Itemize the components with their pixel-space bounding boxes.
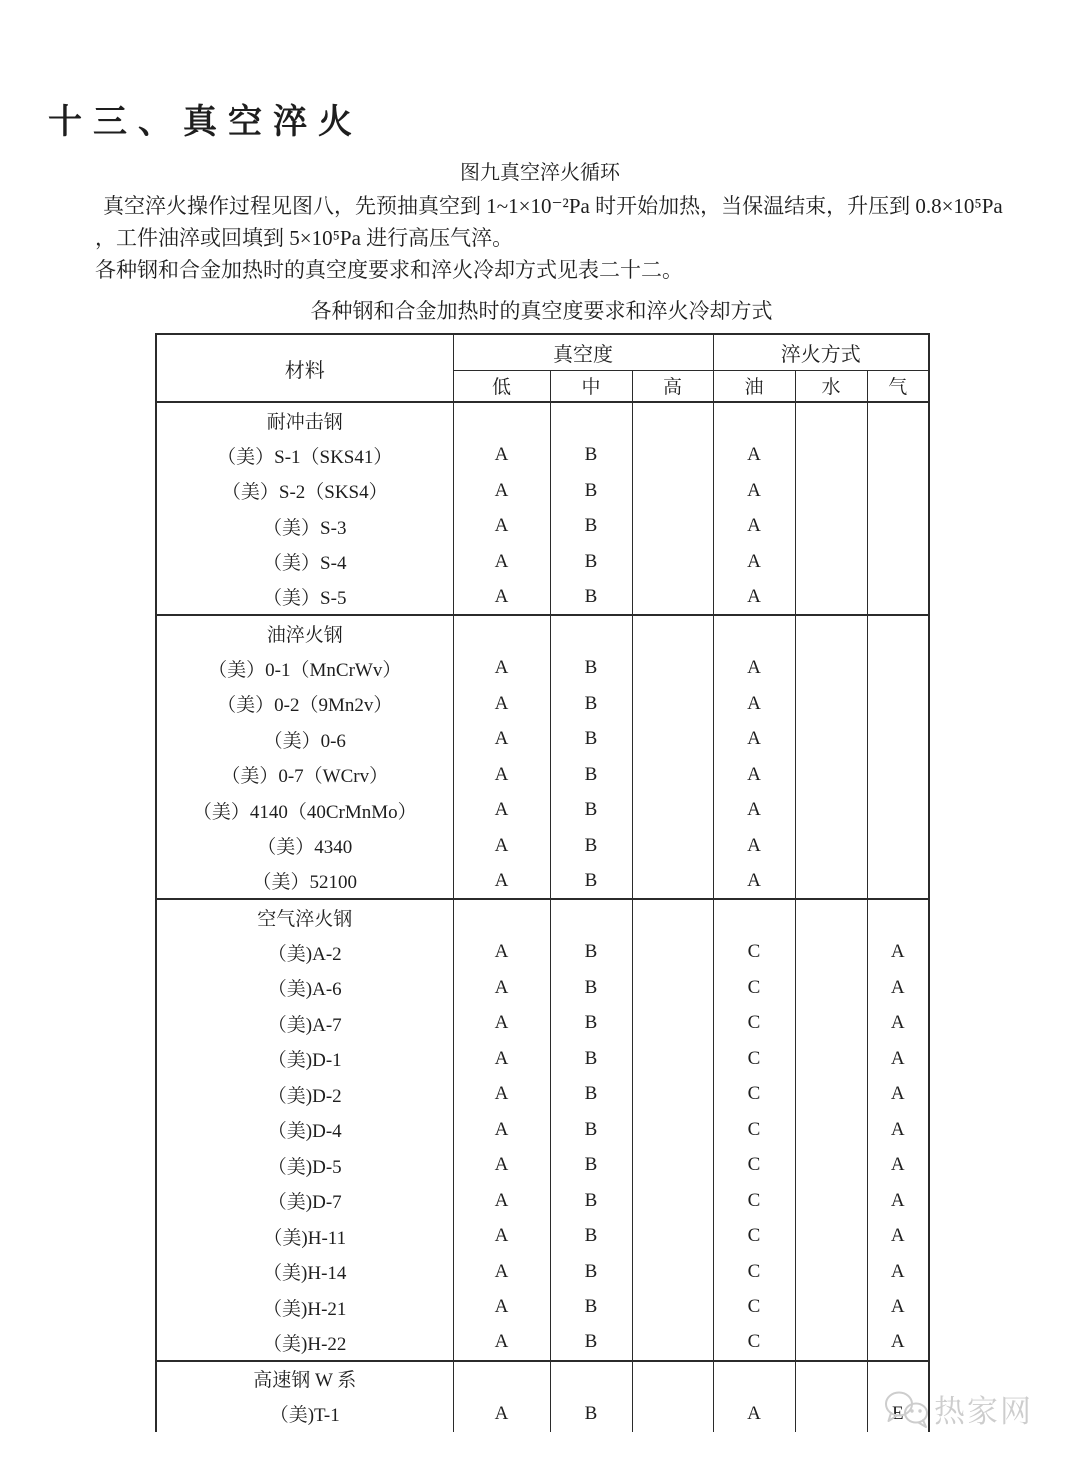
empty-cell: [795, 615, 867, 651]
table-row: [156, 722, 929, 758]
empty-cell: [713, 402, 795, 438]
empty-cell: [632, 686, 713, 722]
empty-cell: [632, 1112, 713, 1148]
table-row: [156, 935, 929, 971]
value-cell: A: [867, 1112, 929, 1148]
value-cell: A: [453, 1219, 550, 1255]
value-cell: C: [713, 1148, 795, 1184]
value-cell: A: [713, 1396, 795, 1432]
empty-cell: [550, 899, 632, 935]
material-cell: （美)H-11: [156, 1219, 453, 1255]
empty-cell: [632, 438, 713, 474]
value-cell: A: [867, 1290, 929, 1326]
value-cell: A: [713, 509, 795, 545]
value-cell: B: [550, 473, 632, 509]
table-row: [156, 1006, 929, 1042]
material-cell: （美)H-22: [156, 1325, 453, 1361]
empty-cell: [795, 1006, 867, 1042]
empty-cell: [867, 509, 929, 545]
watermark-text: 热家网: [934, 1394, 1033, 1429]
empty-cell: [795, 438, 867, 474]
empty-cell: [795, 402, 867, 438]
value-cell: B: [550, 686, 632, 722]
empty-cell: [632, 1041, 713, 1077]
value-cell: C: [713, 1112, 795, 1148]
empty-cell: [713, 1361, 795, 1397]
table-title: 各种钢和合金加热时的真空度要求和淬火冷却方式: [310, 299, 773, 323]
value-cell: A: [713, 544, 795, 580]
material-cell: （美）S-4: [156, 544, 453, 580]
empty-cell: [632, 1219, 713, 1255]
subheader-gas: 气: [867, 370, 929, 402]
value-cell: A: [713, 580, 795, 616]
value-cell: A: [453, 686, 550, 722]
table-row: [156, 757, 929, 793]
value-cell: A: [453, 544, 550, 580]
empty-cell: [795, 1361, 867, 1397]
empty-cell: [632, 1006, 713, 1042]
table-row: [156, 438, 929, 474]
empty-cell: [453, 615, 550, 651]
table-row: [156, 580, 929, 616]
material-column-header: 材料: [156, 334, 453, 402]
value-cell: C: [713, 1006, 795, 1042]
empty-cell: [453, 899, 550, 935]
empty-cell: [867, 438, 929, 474]
material-cell: （美)D-7: [156, 1183, 453, 1219]
material-cell: （美）0-1（MnCrWv）: [156, 651, 453, 687]
empty-cell: [795, 722, 867, 758]
empty-cell: [632, 1183, 713, 1219]
value-cell: A: [453, 970, 550, 1006]
empty-cell: [795, 828, 867, 864]
material-cell: （美）0-6: [156, 722, 453, 758]
value-cell: A: [453, 651, 550, 687]
value-cell: A: [453, 1183, 550, 1219]
table-row: [156, 1183, 929, 1219]
value-cell: B: [550, 1183, 632, 1219]
section-name-cell: 高速钢 W 系: [156, 1361, 453, 1397]
empty-cell: [632, 1148, 713, 1184]
value-cell: B: [550, 1325, 632, 1361]
material-cell: （美)D-4: [156, 1112, 453, 1148]
empty-cell: [632, 1396, 713, 1432]
value-cell: A: [867, 1325, 929, 1361]
value-cell: B: [550, 1148, 632, 1184]
empty-cell: [632, 509, 713, 545]
value-cell: A: [453, 473, 550, 509]
empty-cell: [632, 580, 713, 616]
value-cell: A: [713, 864, 795, 900]
value-cell: B: [550, 1396, 632, 1432]
empty-cell: [632, 935, 713, 971]
value-cell: A: [453, 757, 550, 793]
table-row: [156, 828, 929, 864]
value-cell: C: [713, 1254, 795, 1290]
table-row: [156, 864, 929, 900]
empty-cell: [632, 1361, 713, 1397]
value-cell: B: [550, 722, 632, 758]
empty-cell: [632, 970, 713, 1006]
material-cell: （美)D-5: [156, 1148, 453, 1184]
value-cell: B: [550, 970, 632, 1006]
material-cell: （美)H-14: [156, 1254, 453, 1290]
table-row: [156, 1290, 929, 1326]
empty-cell: [867, 651, 929, 687]
value-cell: B: [550, 757, 632, 793]
value-cell: B: [550, 1041, 632, 1077]
value-cell: C: [713, 935, 795, 971]
value-cell: A: [453, 1396, 550, 1432]
table-row: [156, 1112, 929, 1148]
empty-cell: [795, 1254, 867, 1290]
subheader-water: 水: [795, 370, 867, 402]
empty-cell: [632, 757, 713, 793]
empty-cell: [453, 1361, 550, 1397]
value-cell: A: [713, 722, 795, 758]
empty-cell: [867, 615, 929, 651]
value-cell: C: [713, 1183, 795, 1219]
value-cell: C: [713, 1077, 795, 1113]
empty-cell: [795, 1396, 867, 1432]
material-cell: （美)T-1: [156, 1396, 453, 1432]
section-name-cell: 空气淬火钢: [156, 899, 453, 935]
subheader-low: 低: [453, 370, 550, 402]
value-cell: B: [550, 651, 632, 687]
section-header-row: [156, 899, 929, 935]
table-row: [156, 1254, 929, 1290]
value-cell: B: [550, 1006, 632, 1042]
value-cell: A: [867, 1219, 929, 1255]
value-cell: C: [713, 1290, 795, 1326]
table-row: [156, 651, 929, 687]
material-cell: （美)A-2: [156, 935, 453, 971]
value-cell: A: [867, 1254, 929, 1290]
value-cell: C: [713, 1219, 795, 1255]
empty-cell: [795, 580, 867, 616]
empty-cell: [632, 402, 713, 438]
value-cell: A: [867, 935, 929, 971]
material-cell: （美）S-5: [156, 580, 453, 616]
value-cell: A: [713, 828, 795, 864]
empty-cell: [795, 651, 867, 687]
empty-cell: [795, 1325, 867, 1361]
empty-cell: [632, 473, 713, 509]
empty-cell: [867, 757, 929, 793]
section-name-cell: 耐冲击钢: [156, 402, 453, 438]
empty-cell: [867, 828, 929, 864]
value-cell: B: [550, 864, 632, 900]
value-cell: A: [713, 686, 795, 722]
paragraph-line-1: 真空淬火操作过程见图八，先预抽真空到 1~1×10⁻²Pa 时开始加热，当保温结束，升压到 0.8×10⁵Pa: [103, 194, 1003, 218]
value-cell: A: [453, 580, 550, 616]
material-cell: （美)A-6: [156, 970, 453, 1006]
value-cell: A: [713, 473, 795, 509]
value-cell: B: [550, 793, 632, 829]
wechat-icon: [884, 1388, 930, 1430]
value-cell: C: [713, 970, 795, 1006]
empty-cell: [795, 1077, 867, 1113]
value-cell: A: [453, 1290, 550, 1326]
section-header-row: [156, 402, 929, 438]
table-row: [156, 1041, 929, 1077]
empty-cell: [867, 544, 929, 580]
empty-cell: [632, 1325, 713, 1361]
table-row: [156, 793, 929, 829]
material-cell: （美)D-1: [156, 1041, 453, 1077]
empty-cell: [632, 899, 713, 935]
empty-cell: [867, 402, 929, 438]
vacuum-degree-header: 真空度: [453, 334, 713, 370]
table-row: [156, 473, 929, 509]
value-cell: B: [550, 438, 632, 474]
value-cell: B: [550, 1290, 632, 1326]
subheader-medium: 中: [550, 370, 632, 402]
table-row: [156, 544, 929, 580]
value-cell: A: [867, 970, 929, 1006]
empty-cell: [632, 1290, 713, 1326]
empty-cell: [867, 899, 929, 935]
value-cell: B: [550, 1112, 632, 1148]
value-cell: A: [453, 509, 550, 545]
table-row: [156, 1219, 929, 1255]
section-header-row: [156, 1361, 929, 1397]
empty-cell: [795, 1183, 867, 1219]
value-cell: A: [867, 1183, 929, 1219]
value-cell: A: [713, 651, 795, 687]
material-cell: （美）52100: [156, 864, 453, 900]
value-cell: A: [867, 1041, 929, 1077]
paragraph-line-3: 各种钢和合金加热时的真空度要求和淬火冷却方式见表二十二。: [95, 258, 683, 282]
material-cell: （美）4140（40CrMnMo）: [156, 793, 453, 829]
figure-caption: 图九真空淬火循环: [460, 162, 620, 184]
value-cell: A: [713, 793, 795, 829]
empty-cell: [795, 1219, 867, 1255]
empty-cell: [795, 1290, 867, 1326]
vacuum-quench-table: [155, 333, 930, 1432]
value-cell: A: [867, 1148, 929, 1184]
empty-cell: [795, 473, 867, 509]
value-cell: B: [550, 544, 632, 580]
table-row: [156, 1148, 929, 1184]
value-cell: A: [453, 1254, 550, 1290]
value-cell: A: [453, 793, 550, 829]
empty-cell: [550, 615, 632, 651]
empty-cell: [867, 686, 929, 722]
subheader-high: 高: [632, 370, 713, 402]
empty-cell: [795, 1041, 867, 1077]
material-cell: （美）S-3: [156, 509, 453, 545]
empty-cell: [867, 473, 929, 509]
material-cell: （美）0-7（WCrv）: [156, 757, 453, 793]
empty-cell: [632, 864, 713, 900]
empty-cell: [632, 828, 713, 864]
section-header-row: [156, 615, 929, 651]
watermark: [884, 1386, 1033, 1431]
empty-cell: [453, 402, 550, 438]
empty-cell: [632, 544, 713, 580]
value-cell: A: [453, 935, 550, 971]
value-cell: C: [713, 1041, 795, 1077]
material-cell: （美)A-7: [156, 1006, 453, 1042]
empty-cell: [867, 864, 929, 900]
value-cell: A: [453, 1077, 550, 1113]
value-cell: A: [453, 1112, 550, 1148]
page-title: 十三、真空淬火: [48, 104, 363, 141]
value-cell: A: [453, 1006, 550, 1042]
material-cell: （美）4340: [156, 828, 453, 864]
value-cell: A: [453, 1041, 550, 1077]
table-row: [156, 1077, 929, 1113]
empty-cell: [795, 686, 867, 722]
table-row: [156, 1396, 929, 1432]
value-cell: B: [550, 580, 632, 616]
value-cell: B: [550, 828, 632, 864]
material-cell: （美)H-21: [156, 1290, 453, 1326]
value-cell: A: [453, 864, 550, 900]
value-cell: A: [453, 722, 550, 758]
section-name-cell: 油淬火钢: [156, 615, 453, 651]
empty-cell: [867, 793, 929, 829]
empty-cell: [795, 544, 867, 580]
empty-cell: [632, 651, 713, 687]
empty-cell: [632, 1254, 713, 1290]
value-cell: A: [713, 757, 795, 793]
empty-cell: [795, 1148, 867, 1184]
empty-cell: [867, 722, 929, 758]
value-cell: A: [867, 1077, 929, 1113]
value-cell: B: [550, 509, 632, 545]
empty-cell: [795, 899, 867, 935]
empty-cell: [632, 1077, 713, 1113]
table-row: [156, 686, 929, 722]
value-cell: A: [453, 828, 550, 864]
value-cell: B: [550, 935, 632, 971]
value-cell: A: [713, 438, 795, 474]
material-cell: （美)D-2: [156, 1077, 453, 1113]
material-cell: （美）S-1（SKS41）: [156, 438, 453, 474]
value-cell: C: [713, 1325, 795, 1361]
value-cell: B: [550, 1254, 632, 1290]
empty-cell: [550, 1361, 632, 1397]
empty-cell: [795, 509, 867, 545]
table-row: [156, 1325, 929, 1361]
paragraph-line-2: ，工件油淬或回填到 5×10⁵Pa 进行高压气淬。: [95, 226, 514, 250]
material-cell: （美）0-2（9Mn2v）: [156, 686, 453, 722]
value-cell: A: [453, 1148, 550, 1184]
empty-cell: [795, 935, 867, 971]
empty-cell: [713, 899, 795, 935]
table-row: [156, 509, 929, 545]
empty-cell: [632, 793, 713, 829]
empty-cell: [713, 615, 795, 651]
quench-method-header: 淬火方式: [713, 334, 929, 370]
empty-cell: [795, 1112, 867, 1148]
value-cell: A: [453, 1325, 550, 1361]
empty-cell: [795, 793, 867, 829]
empty-cell: [632, 722, 713, 758]
value-cell: B: [550, 1219, 632, 1255]
value-cell: A: [453, 438, 550, 474]
empty-cell: [867, 580, 929, 616]
empty-cell: [632, 615, 713, 651]
empty-cell: [550, 402, 632, 438]
body-paragraph: [95, 190, 1045, 286]
header-row-groups: [156, 334, 929, 370]
empty-cell: [795, 757, 867, 793]
table-row: [156, 970, 929, 1006]
value-cell: B: [550, 1077, 632, 1113]
empty-cell: [795, 970, 867, 1006]
material-cell: （美）S-2（SKS4）: [156, 473, 453, 509]
subheader-oil: 油: [713, 370, 795, 402]
value-cell: A: [867, 1006, 929, 1042]
value-cell: E: [867, 1396, 929, 1432]
empty-cell: [795, 864, 867, 900]
